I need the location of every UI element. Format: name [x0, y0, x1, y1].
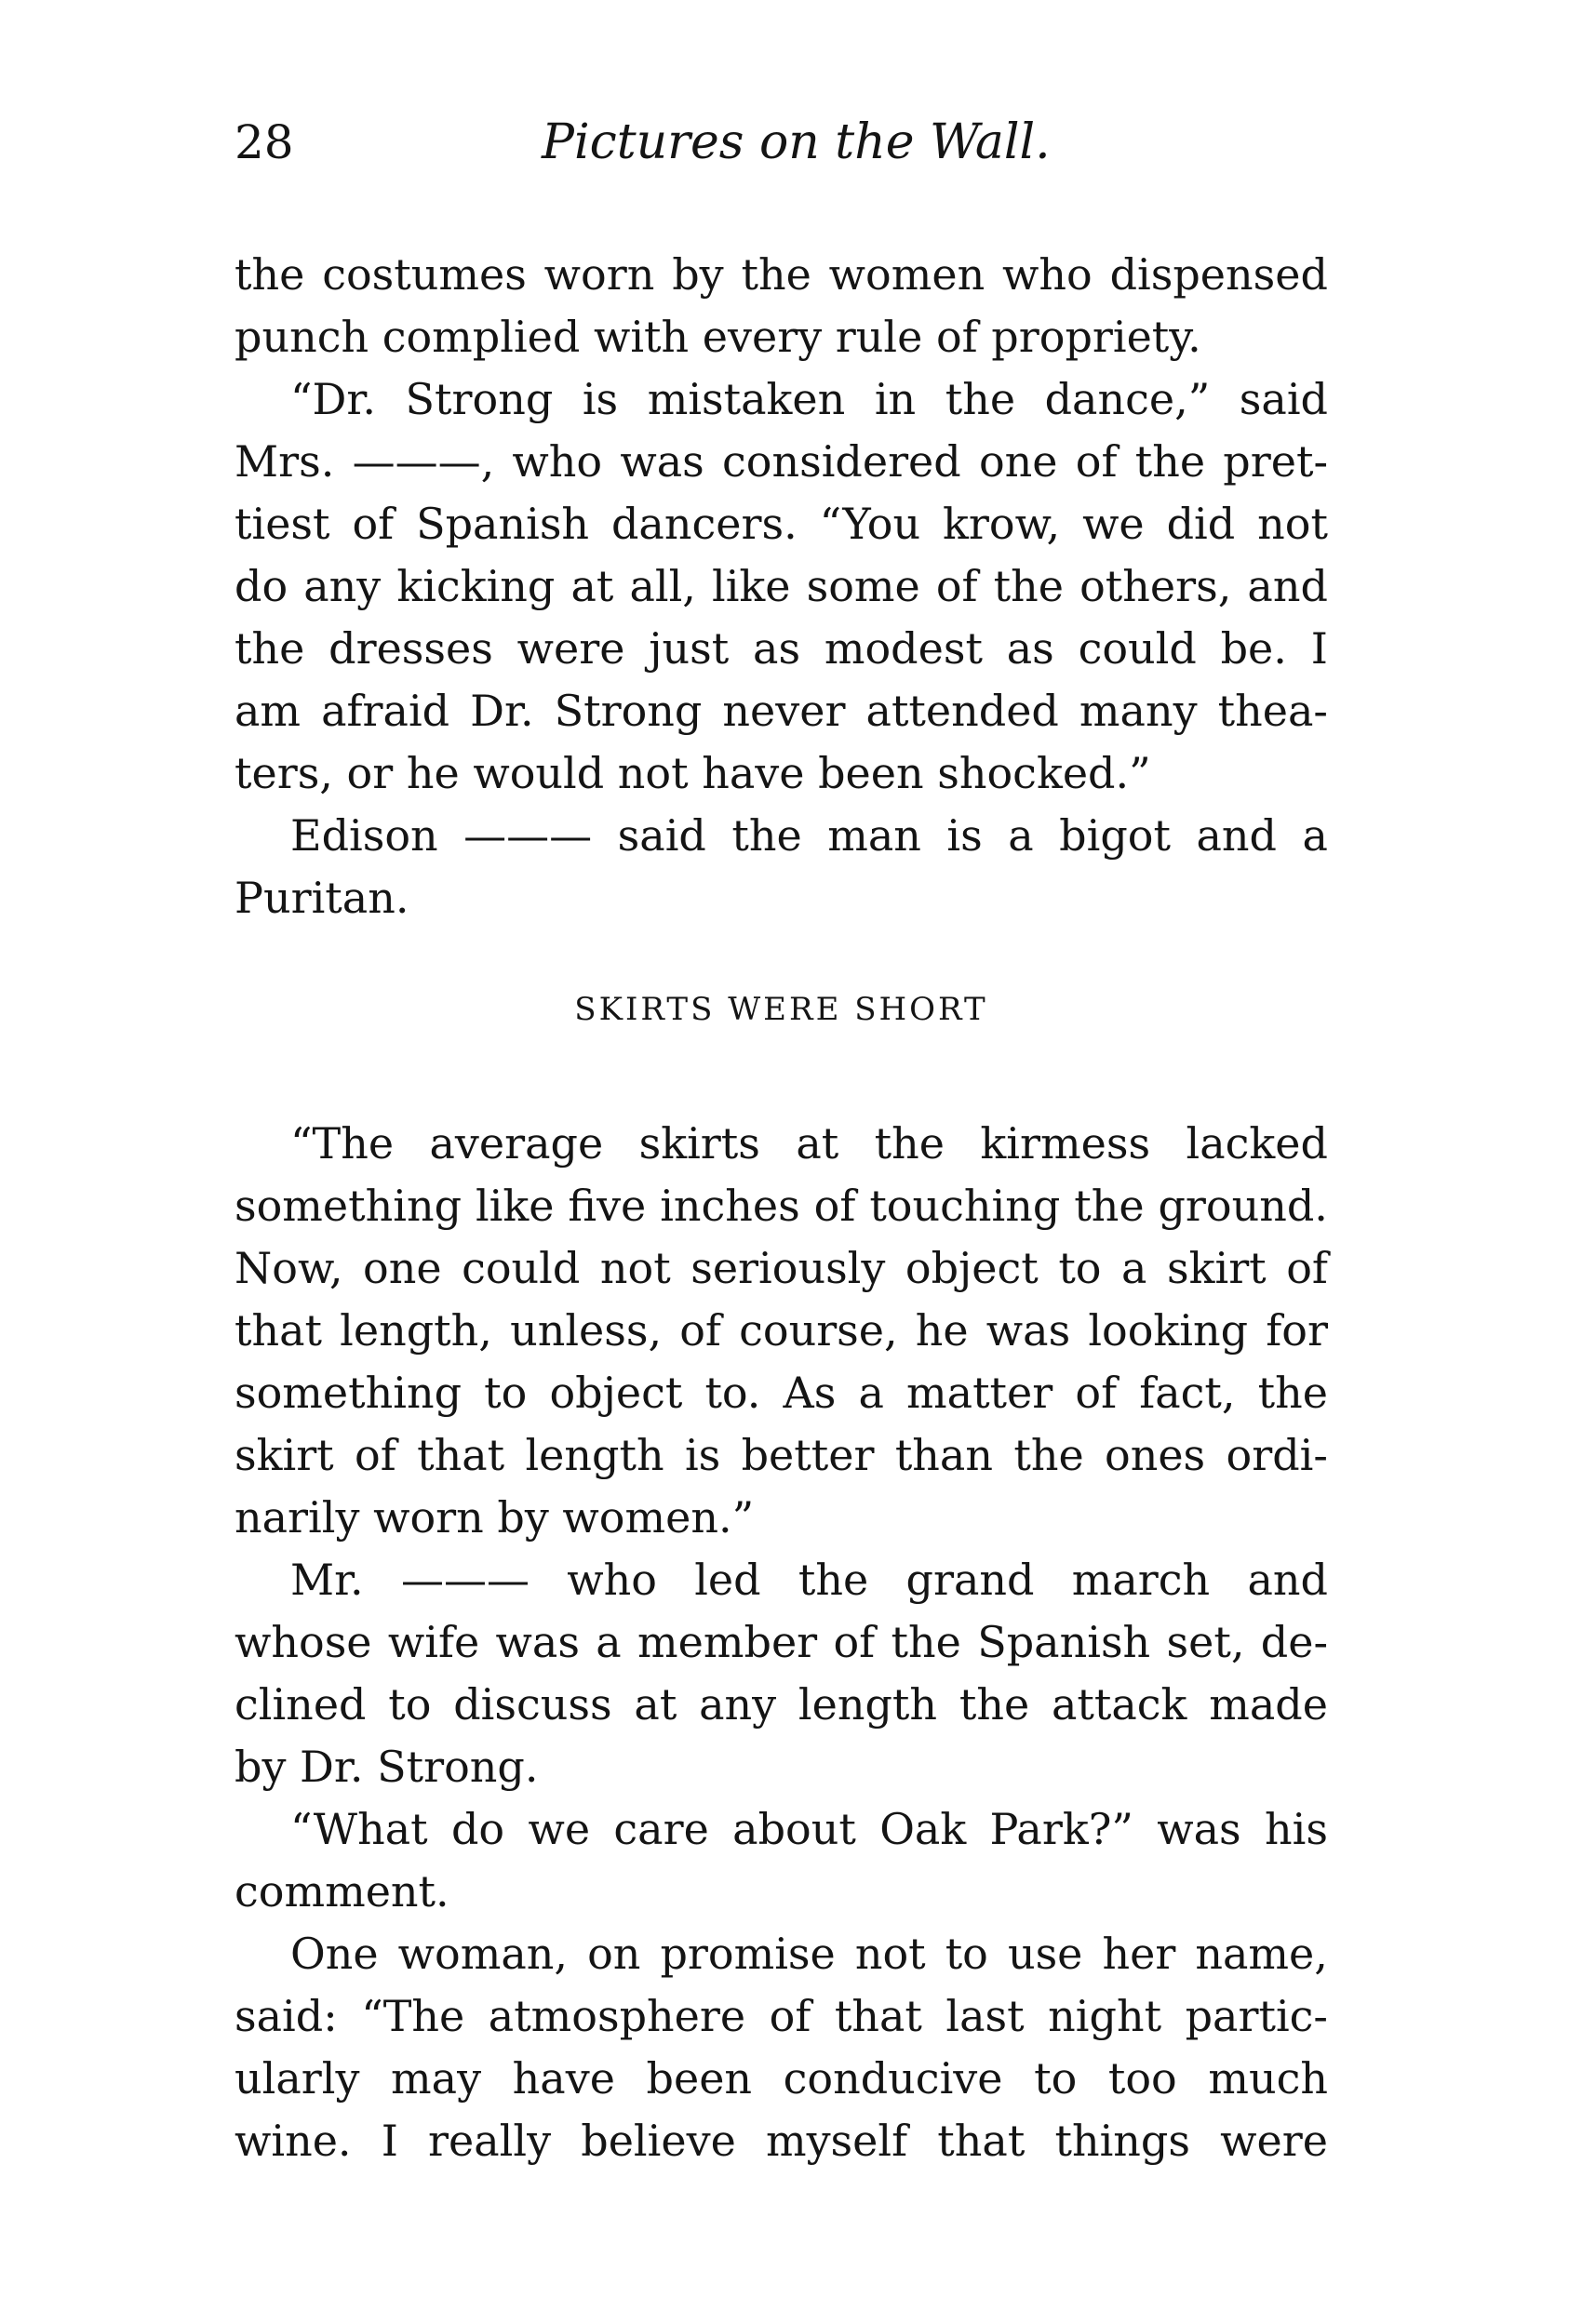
text-line: that length, unless, of course, he was looking for	[235, 1305, 1328, 1356]
text-line: am afraid Dr. Strong never attended many thea-	[235, 686, 1328, 736]
text-line: “The average skirts at the kirmess lacked	[290, 1118, 1328, 1169]
text-line: the costumes worn by the women who dispensed	[235, 249, 1328, 300]
page-header	[235, 110, 1333, 184]
text-line: narily worn by women.”	[235, 1492, 755, 1543]
text-line: the dresses were just as modest as could be. I	[235, 623, 1328, 674]
text-line: Mrs. ———, who was considered one of the pret-	[235, 436, 1328, 487]
text-line: “Dr. Strong is mistaken in the dance,” said	[290, 374, 1328, 424]
text-line: skirt of that length is better than the ones ordi-	[235, 1430, 1328, 1480]
body-text-section-1	[235, 244, 1328, 929]
text-line: ularly may have been conducive to too much	[235, 2053, 1328, 2104]
text-line: said: “The atmosphere of that last night partic-	[235, 1991, 1328, 2041]
page-number: 28	[235, 115, 294, 169]
text-line: whose wife was a member of the Spanish set, de-	[235, 1617, 1328, 1667]
text-line: clined to discuss at any length the attack made	[235, 1679, 1328, 1730]
text-line: “What do we care about Oak Park?” was his	[290, 1804, 1328, 1854]
text-line: wine. I really believe myself that things were	[235, 2116, 1328, 2166]
text-line: Mr. ——— who led the grand march and	[290, 1555, 1328, 1605]
text-line: Edison ——— said the man is a bigot and a	[290, 810, 1328, 861]
text-line: Puritan.	[235, 873, 409, 923]
text-line: tiest of Spanish dancers. “You krow, we did not	[235, 499, 1328, 549]
text-line: by Dr. Strong.	[235, 1742, 539, 1792]
text-line: One woman, on promise not to use her name,	[290, 1929, 1328, 1979]
text-line: something like five inches of touching the ground.	[235, 1181, 1328, 1231]
text-line: comment.	[235, 1866, 449, 1917]
text-line: ters, or he would not have been shocked.”	[235, 748, 1151, 798]
running-title: Pictures on the Wall.	[542, 114, 1051, 170]
text-line: do any kicking at all, like some of the others, and	[235, 561, 1328, 611]
text-line: Now, one could not seriously object to a skirt of	[235, 1243, 1328, 1293]
text-line: punch complied with every rule of propriety.	[235, 312, 1201, 362]
body-text-section-2	[235, 1113, 1328, 2172]
section-heading: SKIRTS WERE SHORT	[574, 991, 988, 1028]
text-line: something to object to. As a matter of fact, the	[235, 1368, 1328, 1418]
